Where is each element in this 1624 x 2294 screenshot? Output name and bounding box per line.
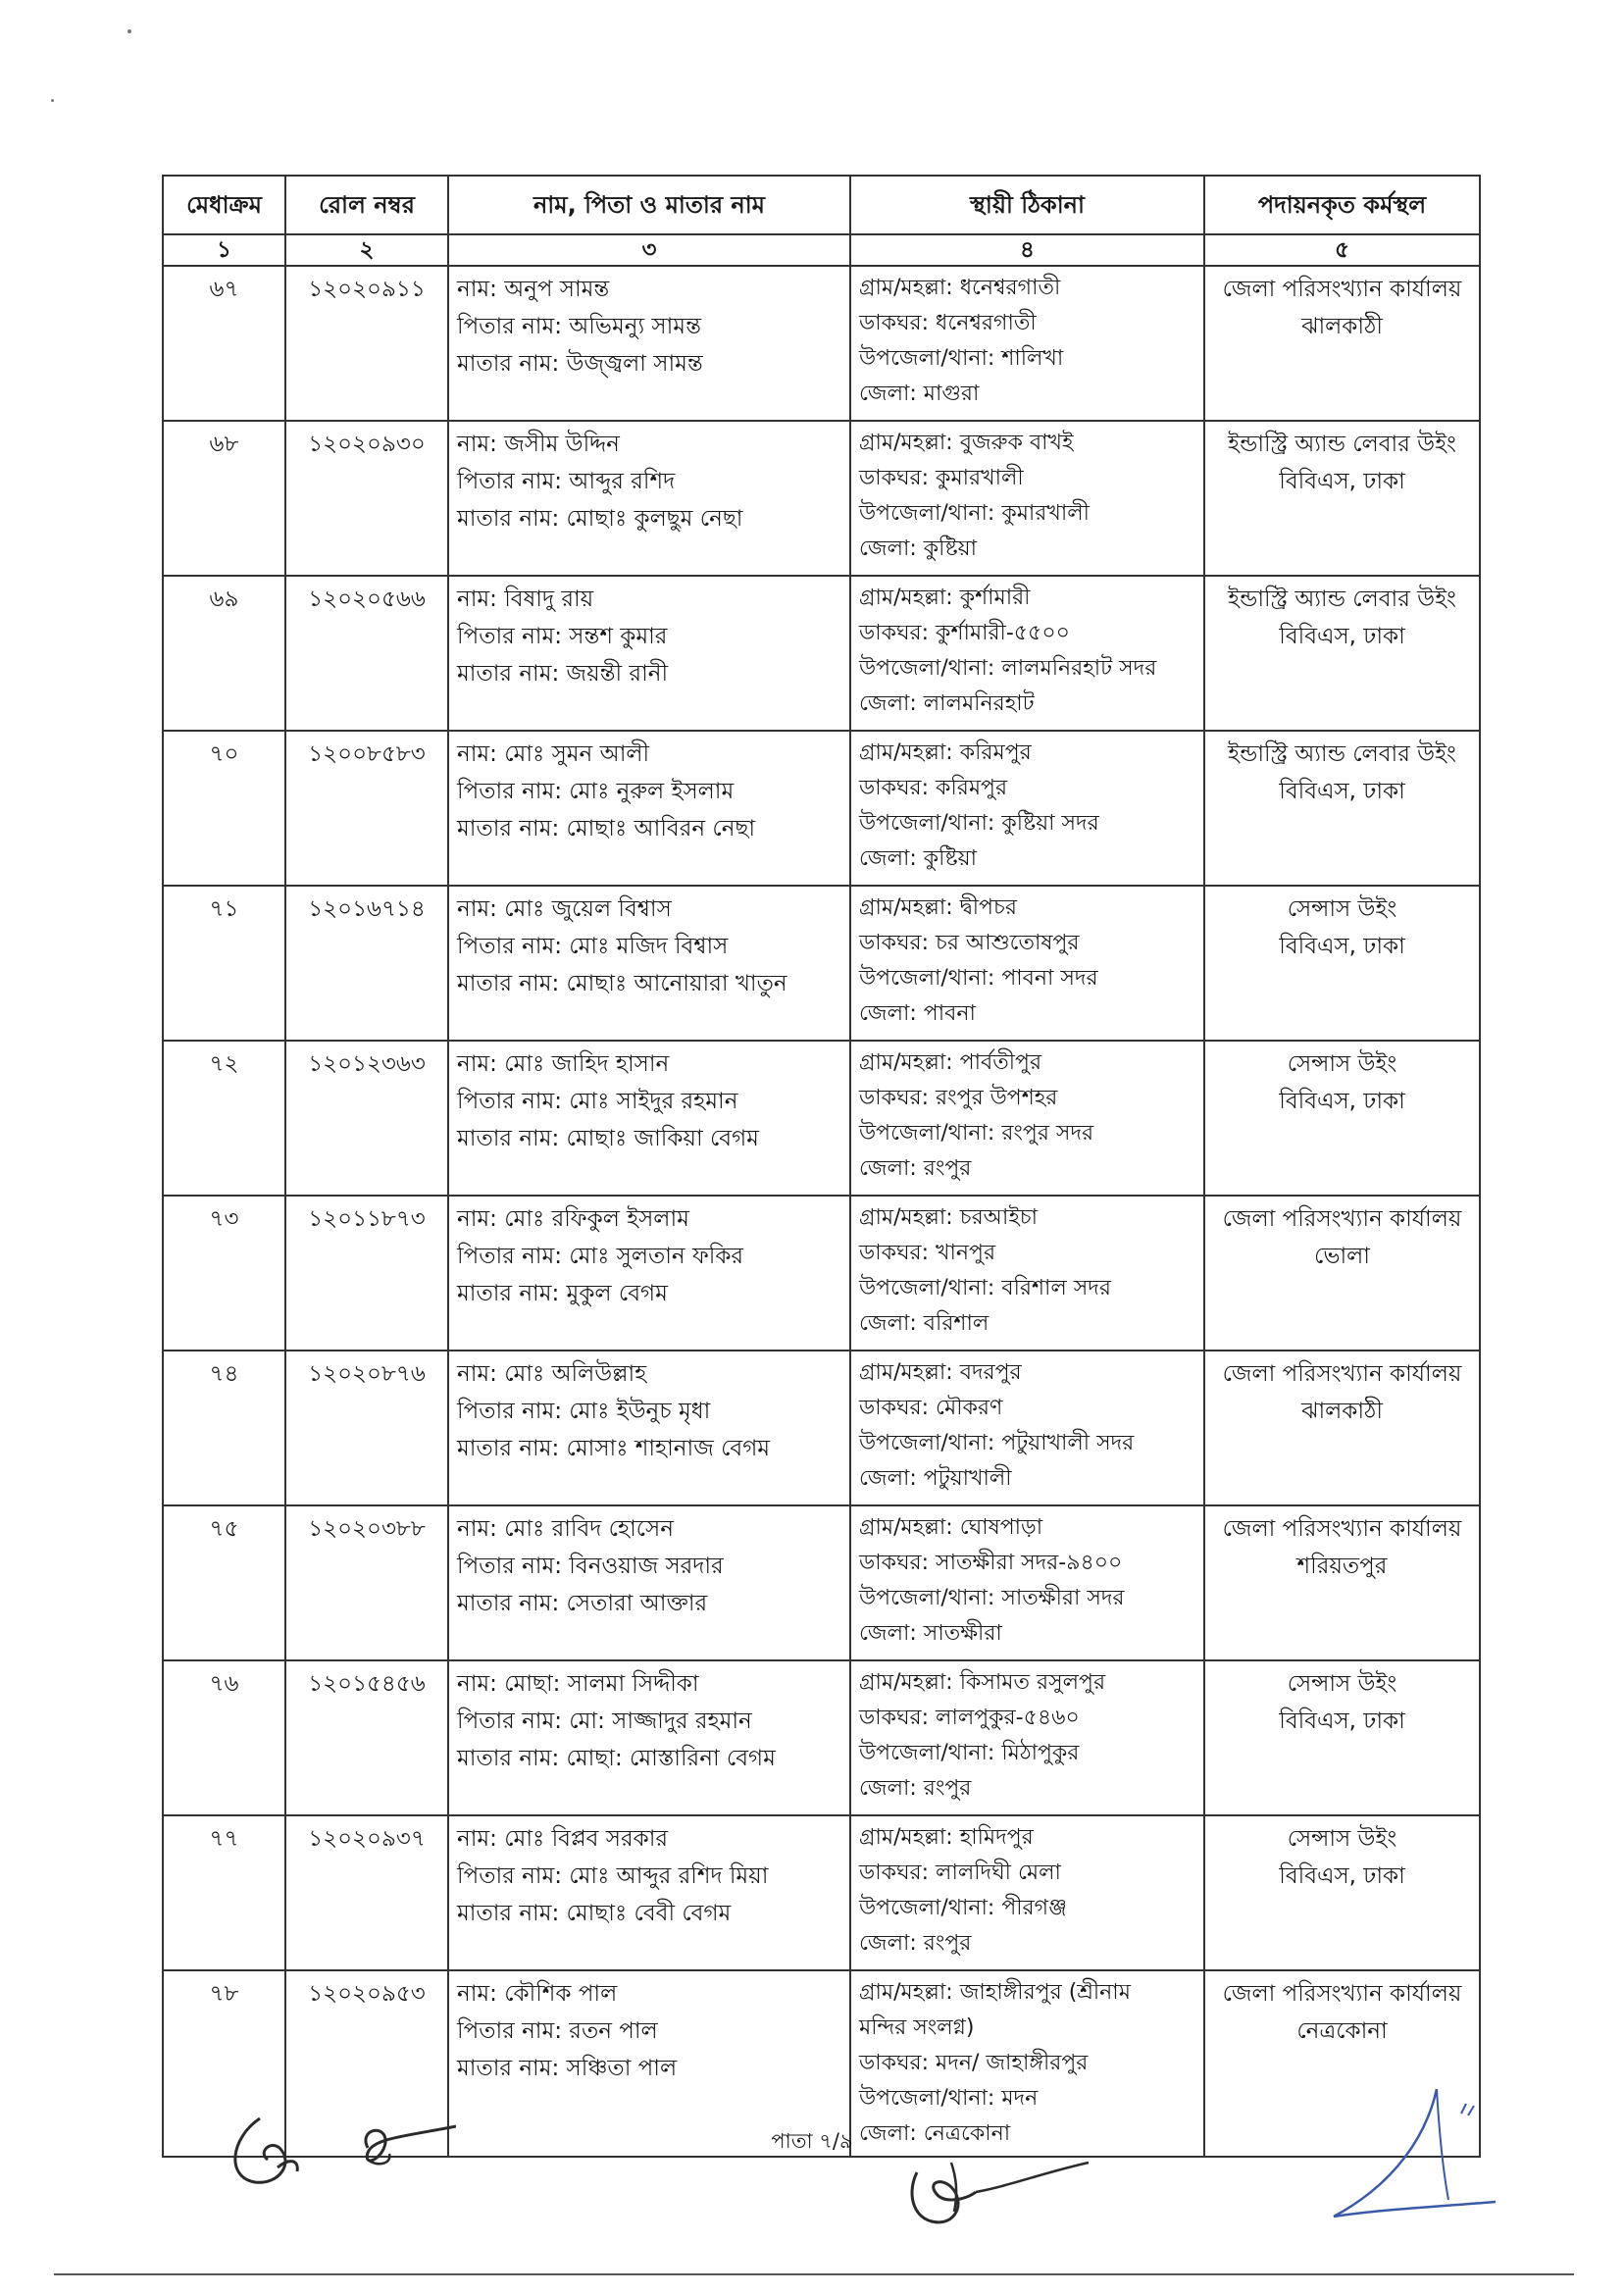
- name-line: মাতার নাম: মোসাঃ শাহানাজ বেগম: [457, 1436, 771, 1461]
- names-cell: [448, 1815, 850, 1970]
- name-line: নাম: মোছা: সালমা সিদ্দীকা: [457, 1671, 699, 1697]
- roll-cell: ১২০১২৩৬৩: [285, 1041, 448, 1196]
- address-line: গ্রাম/মহল্লা: করিমপুর: [859, 740, 1032, 765]
- posting-line: বিবিএস, ঢাকা: [1279, 469, 1405, 494]
- address-line: জেলা: কুষ্টিয়া: [859, 536, 977, 561]
- posting-cell: [1204, 886, 1480, 1041]
- address-line: উপজেলা/থানা: কুষ্টিয়া সদর: [859, 811, 1099, 836]
- page-number: পাতা ৭/৯: [771, 2129, 853, 2153]
- posting-cell: [1204, 421, 1480, 576]
- posting-cell: [1204, 1815, 1480, 1970]
- posting-line: বিবিএস, ঢাকা: [1279, 779, 1405, 804]
- column-number: ২: [285, 234, 448, 266]
- posting-line: ইন্ডাস্ট্রি অ্যান্ড লেবার উইং: [1228, 432, 1456, 457]
- roll-cell: ১২০২০৯৩৭: [285, 1815, 448, 1970]
- posting-line: জেলা পরিসংখ্যান কার্যালয়: [1222, 277, 1462, 302]
- name-line: মাতার নাম: জয়ন্তী রানী: [457, 661, 669, 687]
- address-line: গ্রাম/মহল্লা: পার্বতীপুর: [859, 1050, 1042, 1075]
- name-line: নাম: কৌশিক পাল: [457, 1981, 618, 2007]
- roll-cell: ১২০১৬৭১৪: [285, 886, 448, 1041]
- merit-cell: ৭৫: [163, 1505, 285, 1660]
- address-line: জেলা: সাতক্ষীরা: [859, 1621, 1002, 1646]
- address-line: উপজেলা/থানা: মদন: [859, 2086, 1039, 2111]
- posting-line: জেলা পরিসংখ্যান কার্যালয়: [1222, 1361, 1462, 1387]
- posting-line: জেলা পরিসংখ্যান কার্যালয়: [1222, 1206, 1462, 1232]
- names-cell: [448, 1660, 850, 1815]
- roll-cell: ১২০২০৯৩০: [285, 421, 448, 576]
- address-cell: [850, 421, 1204, 576]
- posting-cell: [1204, 1660, 1480, 1815]
- address-line: গ্রাম/মহল্লা: ঘোষপাড়া: [859, 1515, 1043, 1540]
- posting-cell: [1204, 1041, 1480, 1196]
- address-line: জেলা: নেত্রকোনা: [859, 2121, 1011, 2146]
- name-line: নাম: মোঃ জাহিদ হাসান: [457, 1051, 670, 1077]
- address-cell: [850, 1196, 1204, 1351]
- posting-line: বিবিএস, ঢাকা: [1279, 1708, 1405, 1734]
- posting-line: ইন্ডাস্ট্রি অ্যান্ড লেবার উইং: [1228, 741, 1456, 767]
- posting-line: ঝালকাঠী: [1301, 314, 1383, 339]
- address-line: জেলা: মাগুরা: [859, 382, 980, 406]
- merit-cell: ৭৬: [163, 1660, 285, 1815]
- posting-line: বিবিএস, ঢাকা: [1279, 1863, 1405, 1889]
- address-line: জেলা: পাবনা: [859, 1001, 976, 1026]
- address-line: গ্রাম/মহল্লা: ধনেশ্বরগাতী: [859, 276, 1061, 300]
- posting-cell: [1204, 731, 1480, 886]
- merit-cell: ৬৮: [163, 421, 285, 576]
- merit-cell: ৭১: [163, 886, 285, 1041]
- posting-line: ভোলা: [1314, 1244, 1370, 1269]
- column-number: ৩: [448, 234, 850, 266]
- address-line: গ্রাম/মহল্লা: দ্বীপচর: [859, 895, 1017, 920]
- name-line: পিতার নাম: মোঃ মজিদ বিশ্বাস: [457, 934, 729, 959]
- table-row: [163, 421, 1480, 576]
- scan-speck: [51, 99, 54, 102]
- names-cell: [448, 1505, 850, 1660]
- name-line: নাম: মোঃ অলিউল্লাহ: [457, 1361, 647, 1387]
- posting-line: বিবিএস, ঢাকা: [1279, 624, 1405, 649]
- address-line: ডাকঘর: লালপুকুর-৫৪৬০: [859, 1706, 1080, 1730]
- name-line: নাম: মোঃ জুয়েল বিশ্বাস: [457, 896, 672, 922]
- address-line: গ্রাম/মহল্লা: হামিদপুর: [859, 1825, 1034, 1850]
- address-cell: [850, 1505, 1204, 1660]
- name-line: মাতার নাম: মোছাঃ আনোয়ারা খাতুন: [457, 971, 787, 996]
- address-line: গ্রাম/মহল্লা: কিসামত রসুলপুর: [859, 1670, 1106, 1695]
- address-line: জেলা: লালমনিরহাট: [859, 691, 1035, 716]
- name-line: পিতার নাম: সন্তশ কুমার: [457, 624, 668, 649]
- roll-cell: ১২০০৮৫৮৩: [285, 731, 448, 886]
- merit-table: [162, 175, 1481, 2158]
- name-line: পিতার নাম: মোঃ ইউনুচ মৃধা: [457, 1399, 711, 1424]
- name-line: মাতার নাম: মোছাঃ কুলছুম নেছা: [457, 506, 743, 532]
- posting-line: শরিয়তপুর: [1296, 1554, 1388, 1579]
- address-line: ডাকঘর: লালদিঘী মেলা: [859, 1861, 1061, 1885]
- posting-line: জেলা পরিসংখ্যান কার্যালয়: [1222, 1516, 1462, 1542]
- posting-cell: [1204, 1196, 1480, 1351]
- names-cell: [448, 731, 850, 886]
- name-line: পিতার নাম: অভিমন্যু সামন্ত: [457, 314, 701, 339]
- name-line: পিতার নাম: আব্দুর রশিদ: [457, 469, 676, 494]
- name-line: মাতার নাম: মোছা: মোস্তারিনা বেগম: [457, 1746, 776, 1771]
- roll-cell: ১২০১১৮৭৩: [285, 1196, 448, 1351]
- address-line: উপজেলা/থানা: কুমারখালী: [859, 501, 1090, 526]
- roll-cell: ১২০১৫৪৫৬: [285, 1660, 448, 1815]
- address-line: গ্রাম/মহল্লা: বদরপুর: [859, 1360, 1022, 1385]
- address-line: ডাকঘর: ধনেশ্বরগাতী: [859, 311, 1037, 335]
- address-line: ডাকঘর: খানপুর: [859, 1241, 996, 1265]
- name-line: পিতার নাম: মোঃ আব্দুর রশিদ মিয়া: [457, 1863, 769, 1889]
- posting-line: ইন্ডাস্ট্রি অ্যান্ড লেবার উইং: [1228, 586, 1456, 612]
- merit-cell: ৭৪: [163, 1351, 285, 1505]
- name-line: নাম: বিষাদু রায়: [457, 586, 594, 612]
- table-row: [163, 1041, 1480, 1196]
- name-line: মাতার নাম: উজ্জ্বলা সামন্ত: [457, 351, 703, 377]
- address-line: ডাকঘর: করিমপুর: [859, 776, 1008, 800]
- posting-line: সেন্সাস উইং: [1287, 1671, 1397, 1697]
- address-line: ডাকঘর: কুর্শামারী-৫৫০০: [859, 621, 1070, 645]
- column-number: ৫: [1204, 234, 1480, 266]
- address-line: জেলা: রংপুর: [859, 1776, 972, 1801]
- address-line: মন্দির সংলগ্ন): [859, 2015, 975, 2040]
- merit-cell: ৭২: [163, 1041, 285, 1196]
- address-line: ডাকঘর: মদন/ জাহাঙ্গীরপুর: [859, 2051, 1089, 2075]
- posting-line: সেন্সাস উইং: [1287, 896, 1397, 922]
- header-row: [163, 176, 1480, 234]
- address-line: জেলা: কুষ্টিয়া: [859, 846, 977, 871]
- posting-line: জেলা পরিসংখ্যান কার্যালয়: [1222, 1981, 1462, 2007]
- name-line: পিতার নাম: মো: সাজ্জাদুর রহমান: [457, 1708, 752, 1734]
- posting-line: সেন্সাস উইং: [1287, 1826, 1397, 1852]
- names-cell: [448, 1041, 850, 1196]
- posting-line: নেত্রকোনা: [1296, 2018, 1388, 2044]
- column-number-row: [163, 234, 1480, 266]
- address-line: উপজেলা/থানা: পাবনা সদর: [859, 966, 1098, 991]
- table-row: [163, 1505, 1480, 1660]
- roll-cell: ১২০২০৮৭৬: [285, 1351, 448, 1505]
- roll-cell: ১২০২০৫৬৬: [285, 576, 448, 731]
- roll-cell: ১২০২০৩৮৮: [285, 1505, 448, 1660]
- name-line: মাতার নাম: মুকুল বেগম: [457, 1281, 668, 1306]
- table-row: [163, 1815, 1480, 1970]
- bottom-rule: [54, 2273, 1574, 2275]
- posting-cell: [1204, 266, 1480, 421]
- table-row: [163, 731, 1480, 886]
- header-address: স্থায়ী ঠিকানা: [850, 176, 1204, 234]
- name-line: পিতার নাম: মোঃ সুলতান ফকির: [457, 1244, 744, 1269]
- address-cell: [850, 886, 1204, 1041]
- address-cell: [850, 1660, 1204, 1815]
- address-line: ডাকঘর: সাতক্ষীরা সদর-৯৪০০: [859, 1551, 1123, 1575]
- table-row: [163, 1660, 1480, 1815]
- name-line: পিতার নাম: মোঃ নুরুল ইসলাম: [457, 779, 735, 804]
- names-cell: [448, 1196, 850, 1351]
- name-line: নাম: অনুপ সামন্ত: [457, 277, 610, 302]
- posting-line: বিবিএস, ঢাকা: [1279, 934, 1405, 959]
- name-line: নাম: মোঃ রাবিদ হোসেন: [457, 1516, 674, 1542]
- address-cell: [850, 1041, 1204, 1196]
- merit-cell: ৭৮: [163, 1970, 285, 2157]
- merit-cell: ৬৭: [163, 266, 285, 421]
- address-line: জেলা: রংপুর: [859, 1931, 972, 1956]
- name-line: পিতার নাম: বিনওয়াজ সরদার: [457, 1554, 724, 1579]
- posting-cell: [1204, 576, 1480, 731]
- merit-cell: ৭০: [163, 731, 285, 886]
- address-line: উপজেলা/থানা: শালিখা: [859, 346, 1064, 371]
- address-line: উপজেলা/থানা: মিঠাপুকুর: [859, 1741, 1080, 1765]
- address-line: উপজেলা/থানা: পটুয়াখালী সদর: [859, 1431, 1135, 1455]
- header-names: নাম, পিতা ও মাতার নাম: [448, 176, 850, 234]
- address-line: উপজেলা/থানা: সাতক্ষীরা সদর: [859, 1586, 1125, 1610]
- posting-line: সেন্সাস উইং: [1287, 1051, 1397, 1077]
- address-line: গ্রাম/মহল্লা: কুর্শামারী: [859, 586, 1031, 610]
- address-cell: [850, 1351, 1204, 1505]
- table-row: [163, 886, 1480, 1041]
- address-line: ডাকঘর: চর আশুতোষপুর: [859, 931, 1080, 955]
- posting-cell: [1204, 1505, 1480, 1660]
- posting-cell: [1204, 1351, 1480, 1505]
- names-cell: [448, 1351, 850, 1505]
- address-line: ডাকঘর: কুমারখালী: [859, 466, 1024, 490]
- table-row: [163, 1351, 1480, 1505]
- address-line: উপজেলা/থানা: পীরগঞ্জ: [859, 1896, 1067, 1920]
- address-cell: [850, 576, 1204, 731]
- address-line: জেলা: বরিশাল: [859, 1311, 990, 1336]
- address-cell: [850, 1815, 1204, 1970]
- header-roll: রোল নম্বর: [285, 176, 448, 234]
- name-line: পিতার নাম: মোঃ সাইদুর রহমান: [457, 1089, 738, 1114]
- table-row: [163, 576, 1480, 731]
- address-line: উপজেলা/থানা: লালমনিরহাট সদর: [859, 656, 1157, 681]
- names-cell: [448, 576, 850, 731]
- address-cell: [850, 266, 1204, 421]
- name-line: নাম: মোঃ সুমন আলী: [457, 741, 650, 767]
- name-line: মাতার নাম: মোছাঃ জাকিয়া বেগম: [457, 1126, 759, 1151]
- name-line: মাতার নাম: সঞ্চিতা পাল: [457, 2056, 678, 2081]
- roll-cell: ১২০২০৯৫৩: [285, 1970, 448, 2157]
- column-number: ৪: [850, 234, 1204, 266]
- column-number: ১: [163, 234, 285, 266]
- table-row: [163, 1196, 1480, 1351]
- name-line: মাতার নাম: মোছাঃ আবিরন নেছা: [457, 816, 756, 841]
- name-line: নাম: মোঃ রফিকুল ইসলাম: [457, 1206, 689, 1232]
- header-merit: মেধাক্রম: [163, 176, 285, 234]
- name-line: মাতার নাম: সেতারা আক্তার: [457, 1591, 708, 1616]
- name-line: মাতার নাম: মোছাঃ বেবী বেগম: [457, 1901, 732, 1926]
- scan-speck: [127, 29, 131, 33]
- address-line: গ্রাম/মহল্লা: চরআইচা: [859, 1205, 1039, 1230]
- posting-line: বিবিএস, ঢাকা: [1279, 1089, 1405, 1114]
- names-cell: [448, 886, 850, 1041]
- merit-cell: ৬৯: [163, 576, 285, 731]
- name-line: পিতার নাম: রতন পাল: [457, 2018, 658, 2044]
- address-line: গ্রাম/মহল্লা: জাহাঙ্গীরপুর (শ্রীনাম: [859, 1980, 1131, 2005]
- address-line: গ্রাম/মহল্লা: বুজরুক বাখই: [859, 431, 1074, 455]
- names-cell: [448, 266, 850, 421]
- address-line: জেলা: রংপুর: [859, 1156, 972, 1181]
- table-body: [163, 266, 1480, 2157]
- posting-line: ঝালকাঠী: [1301, 1399, 1383, 1424]
- address-cell: [850, 731, 1204, 886]
- roll-cell: ১২০২০৯১১: [285, 266, 448, 421]
- address-line: ডাকঘর: মৌকরণ: [859, 1396, 1003, 1420]
- merit-cell: ৭৭: [163, 1815, 285, 1970]
- address-line: উপজেলা/থানা: বরিশাল সদর: [859, 1276, 1111, 1300]
- address-line: ডাকঘর: রংপুর উপশহর: [859, 1086, 1058, 1110]
- header-posting: পদায়নকৃত কর্মস্থল: [1204, 176, 1480, 234]
- names-cell: [448, 421, 850, 576]
- address-line: উপজেলা/থানা: রংপুর সদর: [859, 1121, 1094, 1146]
- address-line: জেলা: পটুয়াখালী: [859, 1466, 1012, 1491]
- merit-cell: ৭৩: [163, 1196, 285, 1351]
- name-line: নাম: মোঃ বিপ্লব সরকার: [457, 1826, 669, 1852]
- name-line: নাম: জসীম উদ্দিন: [457, 432, 620, 457]
- table-row: [163, 266, 1480, 421]
